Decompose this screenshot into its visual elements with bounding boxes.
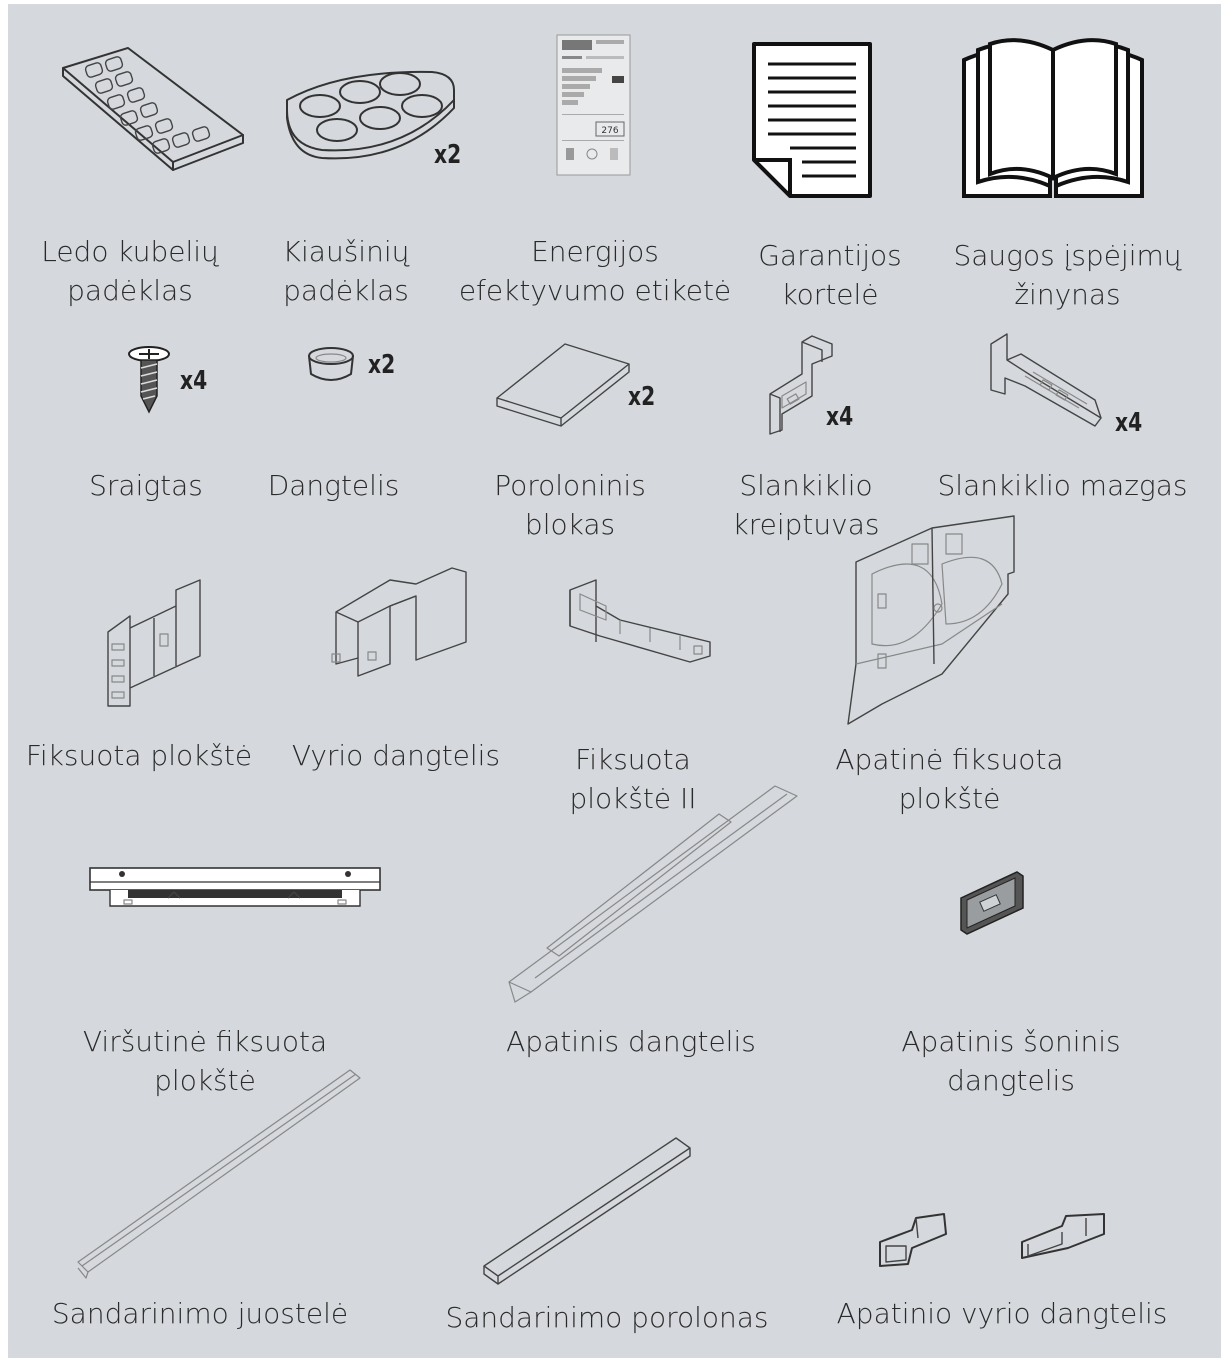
warranty-card-icon [750,40,875,200]
slider-guide-quantity: x4 [826,402,854,432]
foam-block-icon [495,340,635,425]
bottom-side-cover-icon [955,868,1027,940]
label-bottom-cover: Apatinis dangtelis [506,1025,756,1058]
label-hinge-cover: Vyrio dangtelis [291,739,501,772]
label-safety-manual: Saugos įspėjimų žinynas [953,239,1182,311]
ice-cube-tray-icon [58,40,248,175]
egg-tray-quantity: x2 [434,140,462,170]
label-slider-assembly: Slankiklio mazgas [937,469,1188,502]
foam-block-quantity: x2 [628,382,656,412]
energy-label-icon [556,34,631,176]
fixed-plate-ii-icon [560,576,720,666]
bottom-fixed-plate-icon [842,514,1022,726]
sealing-strip-icon [74,1064,364,1280]
label-warranty-card: Garantijos kortelė [758,239,902,311]
label-bottom-fixed-plate: Apatinė fiksuota plokštė [835,743,1064,815]
cap-quantity: x2 [368,350,396,380]
slider-assembly-quantity: x4 [1115,408,1143,438]
label-bottom-side-cover: Apatinis šoninis dangtelis [901,1025,1121,1097]
label-screw: Sraigtas [89,469,203,502]
sealing-foam-icon [480,1134,696,1286]
top-fixed-plate-icon [88,864,382,914]
label-egg-tray: Kiaušinių padėklas [282,235,410,307]
label-foam-block: Poroloninis blokas [494,469,646,541]
label-fixed-plate: Fiksuota plokštė [25,739,253,772]
bottom-cover-icon [505,778,801,1004]
bottom-hinge-cover-icon [872,1212,1108,1272]
hinge-cover-icon [328,566,473,681]
egg-tray-icon [282,60,457,170]
energy-label-value: 276 [601,126,619,136]
cap-icon [305,346,357,386]
label-top-fixed-plate: Viršutinė fiksuota plokštė [82,1025,328,1097]
fixed-plate-icon [100,576,210,711]
slider-assembly-icon [985,330,1115,430]
safety-manual-icon [958,40,1148,200]
label-cap: Dangtelis [267,469,400,502]
label-ice-cube-tray: Ledo kubelių padėklas [41,235,219,307]
label-energy-label: Energijos efektyvumo etiketė [458,235,732,307]
label-sealing-strip: Sandarinimo juostelė [51,1297,349,1330]
label-sealing-foam: Sandarinimo porolonas [445,1301,769,1334]
screw-icon [124,346,174,416]
label-fixed-plate-ii: Fiksuota plokštė II [569,743,697,815]
label-bottom-hinge-cover: Apatinio vyrio dangtelis [836,1297,1168,1330]
screw-quantity: x4 [180,366,208,396]
label-slider-guide: Slankiklio kreiptuvas [732,469,880,541]
